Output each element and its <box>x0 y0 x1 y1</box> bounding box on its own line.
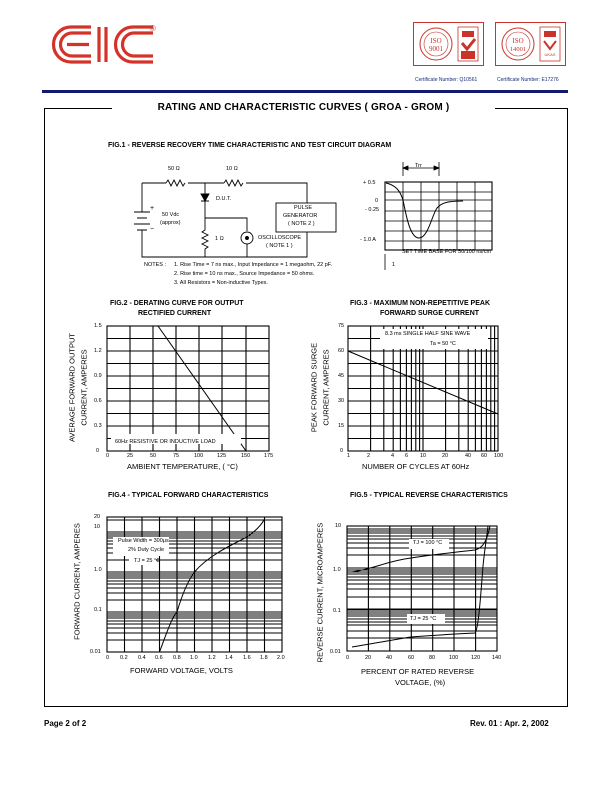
fig2-xtick: 175 <box>264 453 274 459</box>
fig3-xtick: 60 <box>481 453 488 459</box>
fig3-xtick: 1 <box>347 453 351 459</box>
fig2-ytick: 0.9 <box>94 373 102 379</box>
fig5-xtick: 100 <box>449 655 459 661</box>
fig2-ytick: 0.3 <box>94 423 102 429</box>
fig2-title-line1: FIG.2 - DERATING CURVE FOR OUTPUT <box>110 300 244 307</box>
fig2-xtick: 25 <box>127 453 134 459</box>
fig2-xtick: 75 <box>173 453 180 459</box>
note-1: 1. Rise Time = 7 ns max., Input Impedance = 1 megaohm, 22 pF. <box>174 262 333 268</box>
fig3-ytick: 30 <box>338 398 345 404</box>
revision-date: Rev. 01 : Apr. 2, 2002 <box>470 719 549 728</box>
fig3-ytick: 60 <box>338 348 345 354</box>
fig4-annotation-line2: 2% Duty Cycle <box>128 547 165 553</box>
fig3-ytick: 0 <box>340 448 344 454</box>
dut-label: D.U.T. <box>216 196 232 202</box>
trr-label: Trr <box>415 163 422 169</box>
fig3-ytick: 15 <box>338 423 345 429</box>
wave-tick-neg1: - 1.0 A <box>360 237 376 243</box>
svg-text:ISO: ISO <box>430 37 442 45</box>
fig4-xtick: 1.0 <box>190 655 198 661</box>
scope-line1: OSCILLOSCOPE <box>258 235 302 241</box>
fig5-xlabel-line1: PERCENT OF RATED REVERSE <box>361 667 475 676</box>
pulse-gen-line3: ( NOTE 2 ) <box>288 221 315 227</box>
note-3: 3. All Resistors = Non-inductive Types. <box>174 280 268 286</box>
page-title: RATING AND CHARACTERISTIC CURVES ( GROA - GROM ) <box>157 102 450 113</box>
svg-text:14001: 14001 <box>509 46 527 53</box>
battery-icon <box>134 212 150 230</box>
source-voltage: 50 Vdc <box>162 212 180 218</box>
certificate-number-9001: Certificate Number: Q10561 <box>415 77 478 83</box>
fig4-annotation-line3: TJ = 25 °C <box>134 558 161 564</box>
fig4-xtick: 1.2 <box>208 655 216 661</box>
fig4-ytick: 1.0 <box>94 567 102 573</box>
svg-text:ISO: ISO <box>512 37 524 45</box>
fig2-ylabel-line2: CURRENT, AMPERES <box>79 349 89 426</box>
wave-tick-0: 0 <box>375 198 379 204</box>
fig5-xtick: 0 <box>346 655 350 661</box>
fig3-ytick: 75 <box>338 323 345 329</box>
fig3-xtick: 100 <box>494 453 504 459</box>
fig5-ylabel: REVERSE CURRENT, MICROAMPERES <box>315 522 325 663</box>
fig3-ytick: 45 <box>338 373 345 379</box>
cm-label: 1 <box>392 262 396 268</box>
fig4-ytick: 20 <box>94 514 101 520</box>
fig3-ylabel-line1: PEAK FORWARD SURGE <box>309 342 319 433</box>
fig1-title: FIG.1 - REVERSE RECOVERY TIME CHARACTERISTIC AND TEST CIRCUIT DIAGRAM <box>108 142 392 149</box>
fig3-annotation-line1: 8.3 ms SINGLE HALF SINE WAVE <box>385 331 471 337</box>
time-base-label: SET TIME BASE FOR 50/100 ns/cm <box>402 249 492 255</box>
fig4-annotation-line1: Pulse Width = 300μs <box>118 538 169 544</box>
source-approx: (approx) <box>160 220 181 226</box>
fig4-xtick: 1.4 <box>225 655 233 661</box>
fig3-annotation-line2: Ta = 50 °C <box>430 341 456 347</box>
fig2-xtick: 125 <box>217 453 227 459</box>
fig2-xtick: 100 <box>194 453 204 459</box>
fig2-ylabel-line1: AVERAGE FORWARD OUTPUT <box>67 332 77 443</box>
fig4-xtick: 2.0 <box>277 655 285 661</box>
fig3-plot <box>348 326 499 452</box>
fig3-title-line1: FIG.3 - MAXIMUM NON-REPETITIVE PEAK <box>350 300 491 307</box>
fig3-xtick: 4 <box>391 453 395 459</box>
page-number: Page 2 of 2 <box>44 719 87 728</box>
fig5-title: FIG.5 - TYPICAL REVERSE CHARACTERISTICS <box>350 492 508 499</box>
fig5-xtick: 60 <box>408 655 415 661</box>
pulse-gen-line2: GENERATOR <box>283 213 318 219</box>
fig3-xtick: 10 <box>420 453 427 459</box>
fig3-xtick: 40 <box>465 453 472 459</box>
wave-tick-neg025: - 0.25 <box>365 207 380 213</box>
fig5-xtick: 80 <box>429 655 436 661</box>
fig2-title-line2: RECTIFIED CURRENT <box>138 310 212 317</box>
fig3-title-line2: FORWARD SURGE CURRENT <box>380 310 480 317</box>
fig5-series-25c-label: TJ = 25 °C <box>410 616 437 622</box>
fig5-xtick: 40 <box>386 655 393 661</box>
fig2-plot <box>107 326 270 452</box>
fig3-xtick: 20 <box>442 453 449 459</box>
fig4-xtick: 0 <box>106 655 110 661</box>
fig5-series-100c-label: TJ = 100 °C <box>413 540 443 546</box>
fig5-xtick: 20 <box>365 655 372 661</box>
registered-mark: ® <box>150 24 156 33</box>
fig2-annotation: 60Hz RESISTIVE OR INDUCTIVE LOAD <box>115 439 216 445</box>
fig4-ylabel: FORWARD CURRENT, AMPERES <box>72 523 82 640</box>
fig3-xlabel: NUMBER OF CYCLES AT 60Hz <box>362 462 470 471</box>
r2-label: 10 Ω <box>226 166 238 172</box>
fig5-ytick: 10 <box>335 523 342 529</box>
scope-line2: ( NOTE 1 ) <box>266 243 293 249</box>
fig2-xtick: 50 <box>150 453 157 459</box>
note-2: 2. Rise time = 10 ns max., Source Impedance = 50 ohms. <box>174 271 315 277</box>
resistor-10-icon <box>224 180 243 186</box>
fig4-xtick: 0.4 <box>138 655 146 661</box>
certificate-number-14001: Certificate Number: E17276 <box>497 77 559 83</box>
fig4-xtick: 1.6 <box>243 655 251 661</box>
fig4-xlabel: FORWARD VOLTAGE, VOLTS <box>130 666 233 675</box>
r3-label: 1 Ω <box>215 236 224 242</box>
fig4-ytick: 0.1 <box>94 607 102 613</box>
fig2-xtick: 150 <box>241 453 251 459</box>
svg-text:UKAS: UKAS <box>544 52 556 57</box>
oscilloscope-icon <box>246 237 249 240</box>
fig2-ytick: 0 <box>96 448 100 454</box>
fig3-xtick: 6 <box>405 453 409 459</box>
resistor-50-icon <box>166 180 185 186</box>
fig2-ytick: 1.5 <box>94 323 102 329</box>
fig4-xtick: 1.8 <box>260 655 268 661</box>
resistor-1-icon <box>202 218 208 257</box>
diode-icon <box>201 194 209 201</box>
fig5-ytick: 0.1 <box>333 608 341 614</box>
wave-tick-pos05: + 0.5 <box>363 180 376 186</box>
notes-label: NOTES : <box>144 262 167 268</box>
fig5-ytick: 0.01 <box>330 649 341 655</box>
fig4-xtick: 0.6 <box>155 655 163 661</box>
fig3-xtick: 2 <box>367 453 371 459</box>
fig4-xtick: 0.8 <box>173 655 181 661</box>
fig4-title: FIG.4 - TYPICAL FORWARD CHARACTERISTICS <box>108 492 269 499</box>
fig4-ytick: 10 <box>94 524 101 530</box>
fig5-ytick: 1.0 <box>333 567 341 573</box>
fig5-xtick: 120 <box>471 655 481 661</box>
fig5-xlabel-line2: VOLTAGE, (%) <box>395 678 446 687</box>
fig2-ytick: 1.2 <box>94 348 102 354</box>
pulse-gen-line1: PULSE <box>294 205 313 211</box>
svg-text:9001: 9001 <box>429 45 443 53</box>
fig3-ylabel-line2: CURRENT, AMPERES <box>321 349 331 426</box>
plus-sign: + <box>150 205 155 212</box>
r1-label: 50 Ω <box>168 166 180 172</box>
fig4-ytick: 0.01 <box>90 649 101 655</box>
fig4-xtick: 0.2 <box>120 655 128 661</box>
fig5-xtick: 140 <box>492 655 502 661</box>
fig2-xlabel: AMBIENT TEMPERATURE, ( °C) <box>127 462 238 471</box>
fig2-xtick: 0 <box>106 453 110 459</box>
fig2-ytick: 0.6 <box>94 398 102 404</box>
minus-sign: − <box>150 226 155 233</box>
